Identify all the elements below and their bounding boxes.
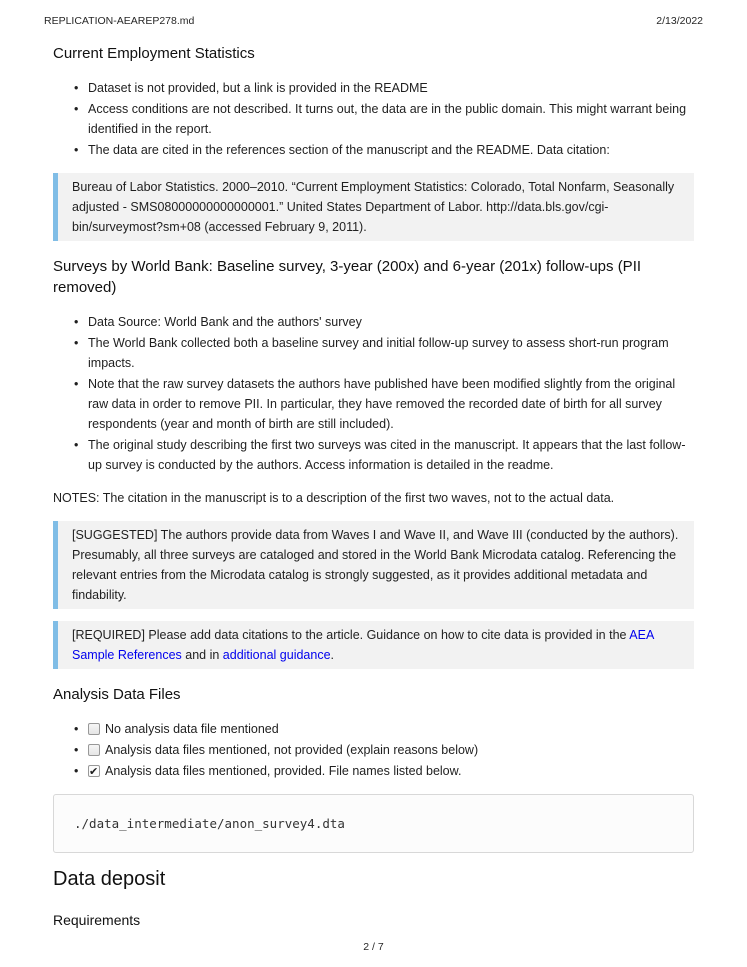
list-item: • Note that the raw survey datasets the authors have published have been modified slightly from the original raw data in order to remove PII. In particular, they have removed the recorded date of birth for all survey respondents (year and month of birth are still included). xyxy=(88,374,694,434)
suggested-text: [SUGGESTED] The authors provide data from Waves I and Wave II, and Wave III (conducted by the authors). Presumably, all three surveys are cataloged and stored in the World Bank Microdata catalog. Referencing the relevant entries from the Microdata catalog is strongly suggested, as it provides additional metadata and findability. xyxy=(72,527,679,602)
checklist-label: Analysis data files mentioned, not provided (explain reasons below) xyxy=(105,743,479,757)
heading-requirements: Requirements xyxy=(53,912,141,928)
list-item: • The original study describing the first two surveys was cited in the manuscript. It appears that the last follow-up survey is conducted by the authors. Access information is detailed in the readme. xyxy=(88,435,694,475)
list-item: • Data Source: World Bank and the authors' survey xyxy=(88,312,694,332)
list-item: • The World Bank collected both a baseline survey and initial follow-up survey to assess short-run program impacts. xyxy=(88,333,694,373)
required-text-prefix: [REQUIRED] Please add data citations to the article. Guidance on how to cite data is provided in the xyxy=(72,627,630,642)
suggested-blockquote xyxy=(53,521,694,609)
list-item: • Access conditions are not described. It turns out, the data are in the public domain. This might warrant being identified in the report. xyxy=(88,99,694,139)
citation-text: Bureau of Labor Statistics. 2000–2010. “Current Employment Statistics: Colorado, Total Nonfarm, Seasonally adjusted - SMS08000000000000001.” United States Department of Labor. http://data.bls.gov/cgi-bin/surveymost?sm+08 (accessed February 9, 2011). xyxy=(72,180,675,235)
required-blockquote xyxy=(53,621,694,669)
heading-data-deposit: Data deposit xyxy=(53,868,166,890)
heading-surveys-world-bank: Surveys by World Bank: Baseline survey, 3-year (200x) and 6-year (201x) follow-ups (PII removed) xyxy=(53,258,642,296)
data-citation-blockquote xyxy=(53,173,694,241)
aea-sample-references-link[interactable]: AEA Sample References xyxy=(72,627,654,662)
analysis-checklist xyxy=(53,719,694,781)
print-date: 2/13/2022 xyxy=(656,15,703,27)
list-item: • The data are cited in the references section of the manuscript and the README. Data citation: xyxy=(88,140,694,160)
task-checkbox xyxy=(88,723,100,735)
notes-paragraph: NOTES: The citation in the manuscript is to a description of the first two waves, not to the actual data. xyxy=(53,490,615,505)
ces-bullet-list xyxy=(53,78,694,160)
task-checkbox xyxy=(88,744,100,756)
task-checkbox xyxy=(88,765,100,777)
surveys-bullet-list xyxy=(53,312,694,475)
checklist-item xyxy=(88,761,694,781)
list-item: • Dataset is not provided, but a link is provided in the README xyxy=(88,78,694,98)
checklist-label: Analysis data files mentioned, provided. File names listed below. xyxy=(105,764,462,778)
required-text-middle: and in xyxy=(181,647,223,662)
heading-analysis-data-files: Analysis Data Files xyxy=(53,685,181,703)
document-filename: REPLICATION-AEAREP278.md xyxy=(44,15,195,27)
required-text-suffix: . xyxy=(330,647,335,662)
page-number: 2 / 7 xyxy=(363,941,384,953)
checklist-item xyxy=(88,740,694,760)
checklist-item xyxy=(88,719,694,739)
print-header xyxy=(44,15,703,27)
additional-guidance-link[interactable]: additional guidance xyxy=(222,647,331,662)
file-path-code-block: ./data_intermediate/anon_survey4.dta xyxy=(53,794,694,853)
checklist-label: No analysis data file mentioned xyxy=(105,722,279,736)
heading-current-employment-statistics: Current Employment Statistics xyxy=(53,45,255,62)
